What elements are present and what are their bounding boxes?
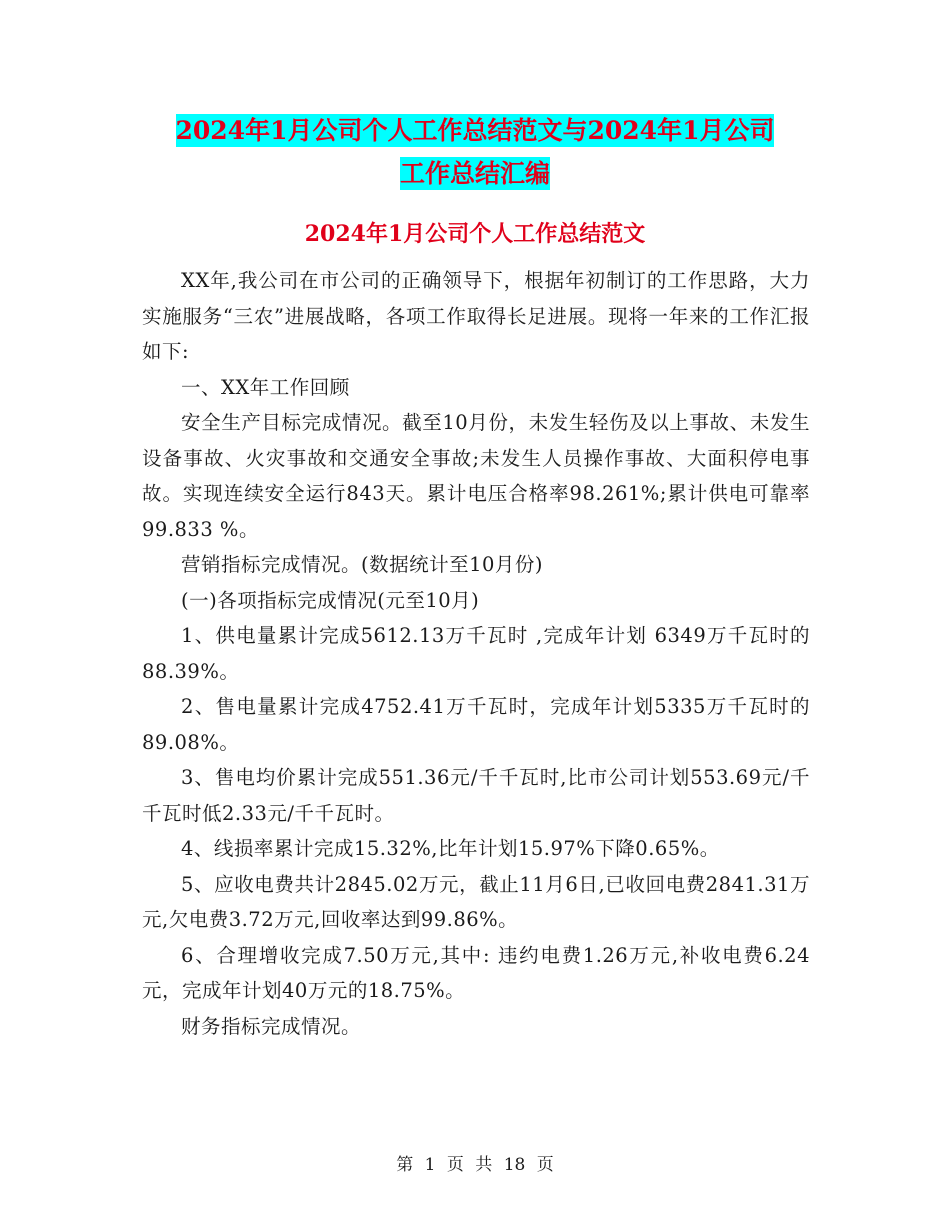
document-body — [142, 263, 810, 1044]
document-title-line-1 — [0, 114, 950, 148]
document-title-text-1: 2024年1月公司个人工作总结范文与2024年1月公司 — [175, 116, 775, 145]
paragraph-item-3: 3、售电均价累计完成551.36元/千千瓦时,比市公司计划553.69元/千千瓦时低2.33元/千千瓦时。 — [142, 766, 810, 825]
document-title-line-2 — [0, 157, 950, 191]
paragraph-item-6: 6、合理增收完成7.50万元,其中: 违约电费1.26万元,补收电费6.24元，完成年计划40万元的18.75%。 — [142, 943, 810, 1002]
paragraph-item-5: 5、应收电费共计2845.02万元，截止11月6日,已收回电费2841.31万元,欠电费3.72万元,回收率达到99.86%。 — [142, 872, 810, 931]
paragraph-safety: 安全生产目标完成情况。截至10月份，未发生轻伤及以上事故、未发生设备事故、火灾事故和交通安全事故;未发生人员操作事故、大面积停电事故。实现连续安全运行843天。累计电压合格率98.261%;累计供电可靠率99.833 %。 — [142, 411, 810, 541]
paragraph-item-2: 2、售电量累计完成4752.41万千瓦时，完成年计划5335万千瓦时的89.08%。 — [142, 695, 810, 754]
paragraph-intro: XX年,我公司在市公司的正确领导下，根据年初制订的工作思路，大力实施服务“三农”进展战略，各项工作取得长足进展。现将一年来的工作汇报如下: — [142, 269, 810, 363]
page-footer: 第 1 页 共 18 页 — [396, 1155, 554, 1175]
paragraph-indicators-heading: (一)各项指标完成情况(元至10月) — [181, 588, 480, 612]
paragraph-marketing: 营销指标完成情况。(数据统计至10月份) — [181, 553, 544, 576]
paragraph-finance: 财务指标完成情况。 — [181, 1014, 362, 1038]
paragraph-heading-review: 一、XX年工作回顾 — [181, 375, 350, 399]
paragraph-item-4: 4、线损率累计完成15.32%,比年计划15.97%下降0.65%。 — [181, 837, 720, 860]
document-title-text-2: 工作总结汇编 — [399, 159, 550, 188]
section-title: 2024年1月公司个人工作总结范文 — [304, 221, 646, 247]
paragraph-item-1: 1、供电量累计完成5612.13万千瓦时 ,完成年计划 6349万千瓦时的88.39%。 — [142, 624, 810, 683]
